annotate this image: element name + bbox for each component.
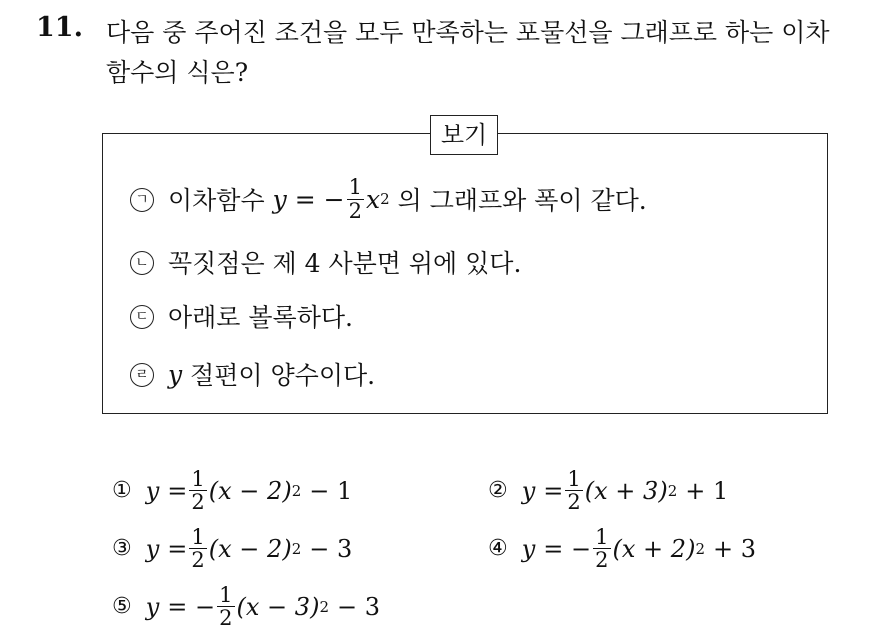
choice-tail: − 1 [309,476,353,505]
condition-a-fraction [347,176,364,221]
condition-d-text: 절편이 양수이다. [190,361,376,390]
choice-number: ③ [112,536,132,562]
choice-fraction [189,468,206,513]
circled-marker-icon: ㄱ [130,188,154,212]
choice-body: (x − 3) [236,592,320,621]
choice-lhs: y [521,534,536,563]
choice-eq: = [543,476,564,505]
choice-lhs: y [145,534,160,563]
choice-4[interactable] [488,526,756,571]
fraction-numerator: 1 [348,175,362,200]
choice-fraction [217,584,234,629]
choice-eq: = − [543,534,592,563]
choice-body: (x + 2) [612,534,696,563]
choice-fraction [593,526,610,571]
question-number: 11. [36,12,83,43]
fraction-numerator: 1 [219,583,233,607]
choice-exponent: 2 [695,539,705,558]
choice-number: ⑤ [112,594,132,620]
condition-a [130,171,647,227]
choice-fraction [189,526,206,571]
condition-a-exponent: 2 [380,190,390,208]
choice-number: ② [488,478,508,504]
fraction-numerator: 1 [191,467,205,491]
condition-a-before: 이차함수 [168,186,265,215]
fraction-numerator: 1 [595,525,609,549]
condition-d-var: y [168,359,183,389]
condition-c [130,298,353,334]
choice-lhs: y [145,592,160,621]
condition-a-after: 의 그래프와 폭이 같다. [397,186,647,215]
circled-marker-icon: ㄹ [130,363,154,387]
choice-fraction [565,468,582,513]
choice-tail: − 3 [309,534,353,563]
choice-lhs: y [521,476,536,505]
condition-a-xvar: x [365,184,381,214]
condition-d [130,356,375,392]
choice-tail: + 3 [712,534,756,563]
circled-marker-icon: ㄷ [130,305,154,329]
fraction-denominator: 2 [567,490,581,515]
choice-5[interactable] [112,584,380,629]
choice-lhs: y [145,476,160,505]
fraction-denominator: 2 [191,490,205,515]
circled-marker-icon: ㄴ [130,251,154,275]
choice-body: (x − 2) [208,534,292,563]
choice-exponent: 2 [667,481,678,500]
choice-exponent: 2 [291,539,302,558]
condition-a-var: y [272,184,287,214]
choice-eq: = [167,476,188,505]
choice-exponent: 2 [291,481,302,500]
condition-b [130,244,521,280]
question-text-line2: 함수의 식은? [106,58,249,87]
choice-2[interactable] [488,468,728,513]
fraction-numerator: 1 [567,467,581,491]
fraction-denominator: 2 [595,548,609,573]
choice-eq: = [167,534,188,563]
condition-a-eq: = − [294,184,345,214]
choice-body: (x + 3) [584,476,668,505]
question-text-line1: 다음 중 주어진 조건을 모두 만족하는 포물선을 그래프로 하는 이차 [106,18,830,47]
condition-c-text: 아래로 볼록하다. [168,303,353,332]
conditions-box-title: 보기 [430,115,498,155]
fraction-numerator: 1 [191,525,205,549]
fraction-denominator: 2 [348,198,362,223]
choice-3[interactable] [112,526,352,571]
choice-tail: − 3 [336,592,380,621]
choice-number: ④ [488,536,508,562]
choice-tail: + 1 [685,476,729,505]
choice-1[interactable] [112,468,352,513]
fraction-denominator: 2 [191,548,205,573]
choice-number: ① [112,478,132,504]
choice-body: (x − 2) [208,476,292,505]
fraction-denominator: 2 [219,606,233,631]
choice-exponent: 2 [319,597,329,616]
choice-eq: = − [167,592,216,621]
condition-b-text: 꼭짓점은 제 4 사분면 위에 있다. [168,249,522,278]
